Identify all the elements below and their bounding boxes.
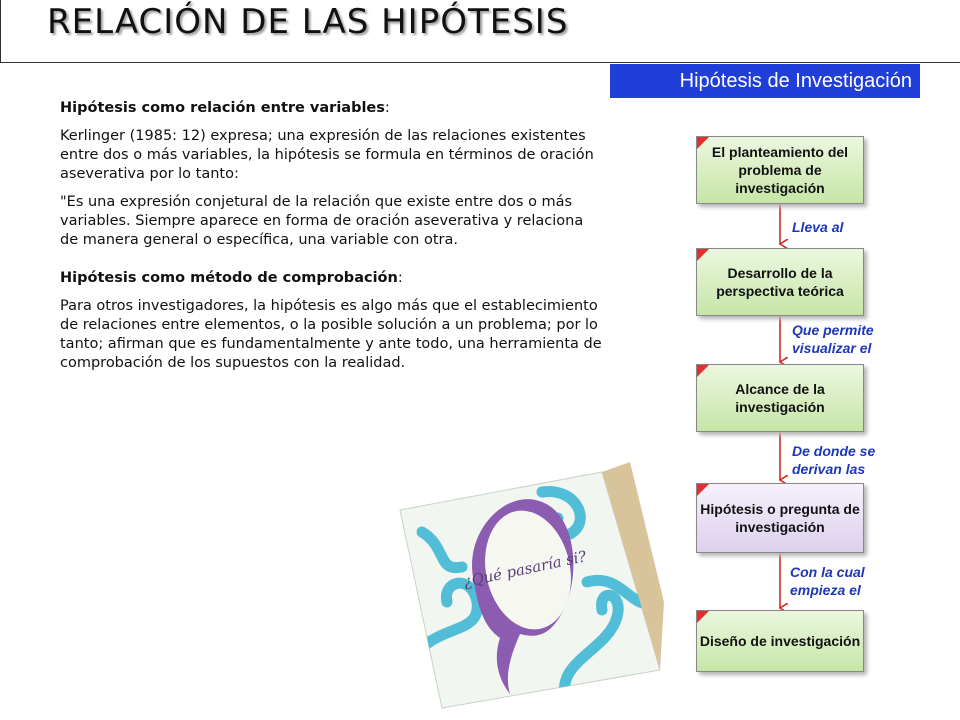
flow-box-hypothesis: Hipótesis o pregunta de investigación — [696, 483, 864, 553]
connector-4: Con la cual empieza el — [790, 564, 865, 598]
flow-box-theoretical-perspective: Desarrollo de la perspectiva teórica — [696, 248, 864, 316]
bubble-text: ¿Qué pasaría si? — [461, 547, 588, 591]
section1-paragraph-1: Kerlinger (1985: 12) expresa; una expresión de las relaciones existentes entre dos o más variables, la hipótesis se formula en términos de oración aseverativa por lo tanto: — [60, 128, 594, 182]
flow-box-problem-statement: El planteamiento del problema de investigación — [696, 136, 864, 204]
section1-heading-colon: : — [384, 100, 390, 116]
section1-heading: Hipótesis como relación entre variables — [60, 100, 385, 116]
connector-3: De donde se derivan las — [792, 443, 876, 477]
connector-1: Lleva al — [792, 219, 844, 235]
section2-paragraph: Para otros investigadores, la hipótesis es algo más que el establecimiento de relaciones entre elementos, o la posible solución a un problema; por lo tanto; afirman que es fundamentalmente y ante todo, una herramienta de comprobación de los supuestos con la realidad. — [60, 298, 602, 371]
topic-badge: Hipótesis de Investigación — [610, 64, 920, 98]
section1-paragraph-2: "Es una expresión conjetural de la relación que existe entre dos o más variables. Siempre aparece en forma de oración aseverativa y relaciona de manera general o específica, una variable con otra. — [60, 194, 584, 248]
section2-heading: Hipótesis como método de comprobación — [60, 270, 398, 286]
slide-title: RELACIÓN DE LAS HIPÓTESIS — [47, 2, 569, 42]
section2-heading-colon: : — [397, 270, 403, 286]
flow-box-research-design: Diseño de investigación — [696, 610, 864, 672]
connector-2: Que permite visualizar el — [792, 322, 874, 356]
flow-box-research-scope: Alcance de la investigación — [696, 364, 864, 432]
